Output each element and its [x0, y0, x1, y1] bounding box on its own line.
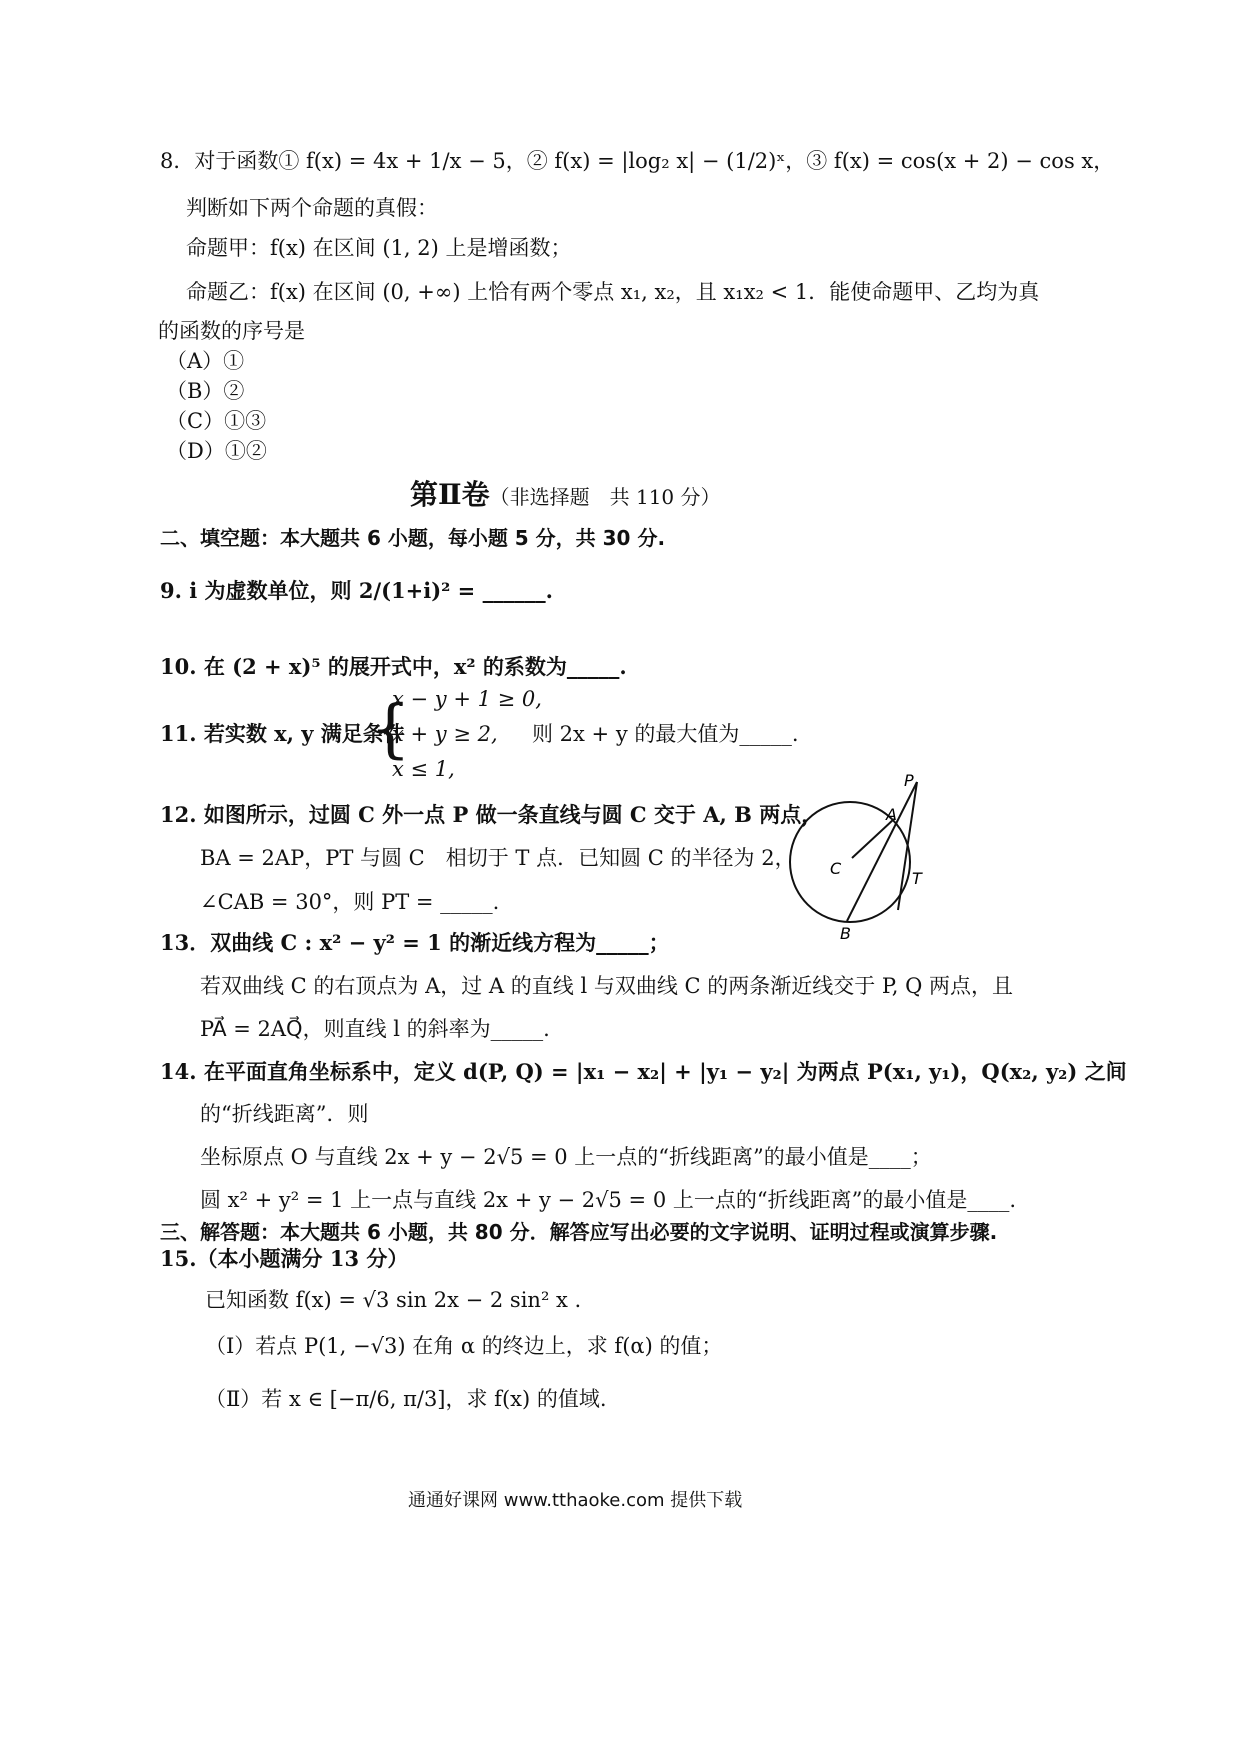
q10: 10. 在 (2 + x)⁵ 的展开式中，x² 的系数为_____. — [160, 654, 627, 679]
q8-option-d: （D）①② — [166, 439, 267, 463]
q12-circle-figure — [780, 770, 960, 950]
section3-heading: 三、解答题：本大题共 6 小题，共 80 分．解答应写出必要的文字说明、证明过程或演算步骤. — [160, 1220, 998, 1244]
q11-cond-1: x − y + 1 ≥ 0, — [392, 687, 542, 711]
label-t: T — [912, 869, 922, 888]
q8-option-c: （C）①③ — [166, 409, 267, 433]
q8-line1: 8．对于函数① f(x) = 4x + 1/x − 5，② f(x) = |log₂ x| − (1/2)ˣ，③ f(x) = cos(x + 2) − cos x， — [160, 149, 1115, 173]
q15-part1: （Ⅰ）若点 P(1, −√3) 在角 α 的终边上，求 f(α) 的值； — [205, 1334, 723, 1358]
part2-subtitle: （非选择题 共 110 分） — [489, 485, 721, 509]
q15-header: 15.（本小题满分 13 分） — [160, 1246, 409, 1271]
section2-heading: 二、填空题：本大题共 6 小题，每小题 5 分，共 30 分. — [160, 526, 666, 550]
q8-proposition-a: 命题甲：f(x) 在区间 (1, 2) 上是增函数； — [186, 236, 572, 260]
q13-line2: 若双曲线 C 的右顶点为 A，过 A 的直线 l 与双曲线 C 的两条渐近线交于 P, Q 两点，且 — [200, 974, 1014, 998]
label-b: B — [840, 924, 851, 943]
q13-line1: 13．双曲线 C : x² − y² = 1 的渐近线方程为_____； — [160, 930, 670, 955]
label-a: A — [886, 805, 897, 824]
q11-prefix: 11. 若实数 x, y 满足条件 — [160, 721, 405, 746]
q12-line3: ∠CAB = 30°，则 PT = _____. — [200, 890, 500, 914]
q8-line2: 判断如下两个命题的真假： — [186, 196, 438, 220]
q11-cond-2: x + y ≥ 2, — [392, 722, 498, 746]
q14-line3: 坐标原点 O 与直线 2x + y − 2√5 = 0 上一点的“折线距离”的最小值是____； — [200, 1145, 932, 1169]
q8-proposition-b: 命题乙：f(x) 在区间 (0, +∞) 上恰有两个零点 x₁, x₂，且 x₁x₂ < 1．能使命题甲、乙均为真 — [186, 280, 1040, 304]
label-c: C — [830, 859, 842, 878]
footer-source: 通通好课网 www.tthaoke.com 提供下载 — [408, 1490, 743, 1511]
q11-cond-3: x ≤ 1, — [392, 757, 455, 781]
q12-line2: BA = 2AP，PT 与圆 C 相切于 T 点．已知圆 C 的半径为 2， — [200, 846, 796, 870]
q15-part2: （Ⅱ）若 x ∈ [−π/6, π/3]，求 f(x) 的值域. — [205, 1387, 607, 1411]
q14-line2: 的“折线距离”．则 — [200, 1102, 369, 1126]
part2-title-main: 第Ⅱ卷 — [410, 478, 490, 511]
label-p: P — [904, 771, 914, 790]
q11-suffix: 则 2x + y 的最大值为_____. — [532, 722, 799, 746]
q15-function: 已知函数 f(x) = √3 sin 2x − 2 sin² x . — [205, 1288, 582, 1312]
q12-line1: 12. 如图所示，过圆 C 外一点 P 做一条直线与圆 C 交于 A, B 两点， — [160, 802, 823, 827]
q8-option-b: （B）② — [166, 379, 245, 403]
q14-line4: 圆 x² + y² = 1 上一点与直线 2x + y − 2√5 = 0 上一点的“折线距离”的最小值是____. — [200, 1188, 1017, 1212]
q8-line5: 的函数的序号是 — [158, 319, 305, 343]
q9: 9. i 为虚数单位，则 2/(1+i)² = ______. — [160, 578, 553, 603]
q14-line1: 14. 在平面直角坐标系中，定义 d(P, Q) = |x₁ − x₂| + |y₁ − y₂| 为两点 P(x₁, y₁)，Q(x₂, y₂) 之间 — [160, 1059, 1127, 1084]
q13-line3: PA⃗ = 2AQ⃗，则直线 l 的斜率为_____. — [200, 1017, 550, 1041]
q8-option-a: （A）① — [166, 349, 245, 373]
part2-title — [410, 477, 721, 515]
q11-brace: { — [370, 692, 411, 766]
